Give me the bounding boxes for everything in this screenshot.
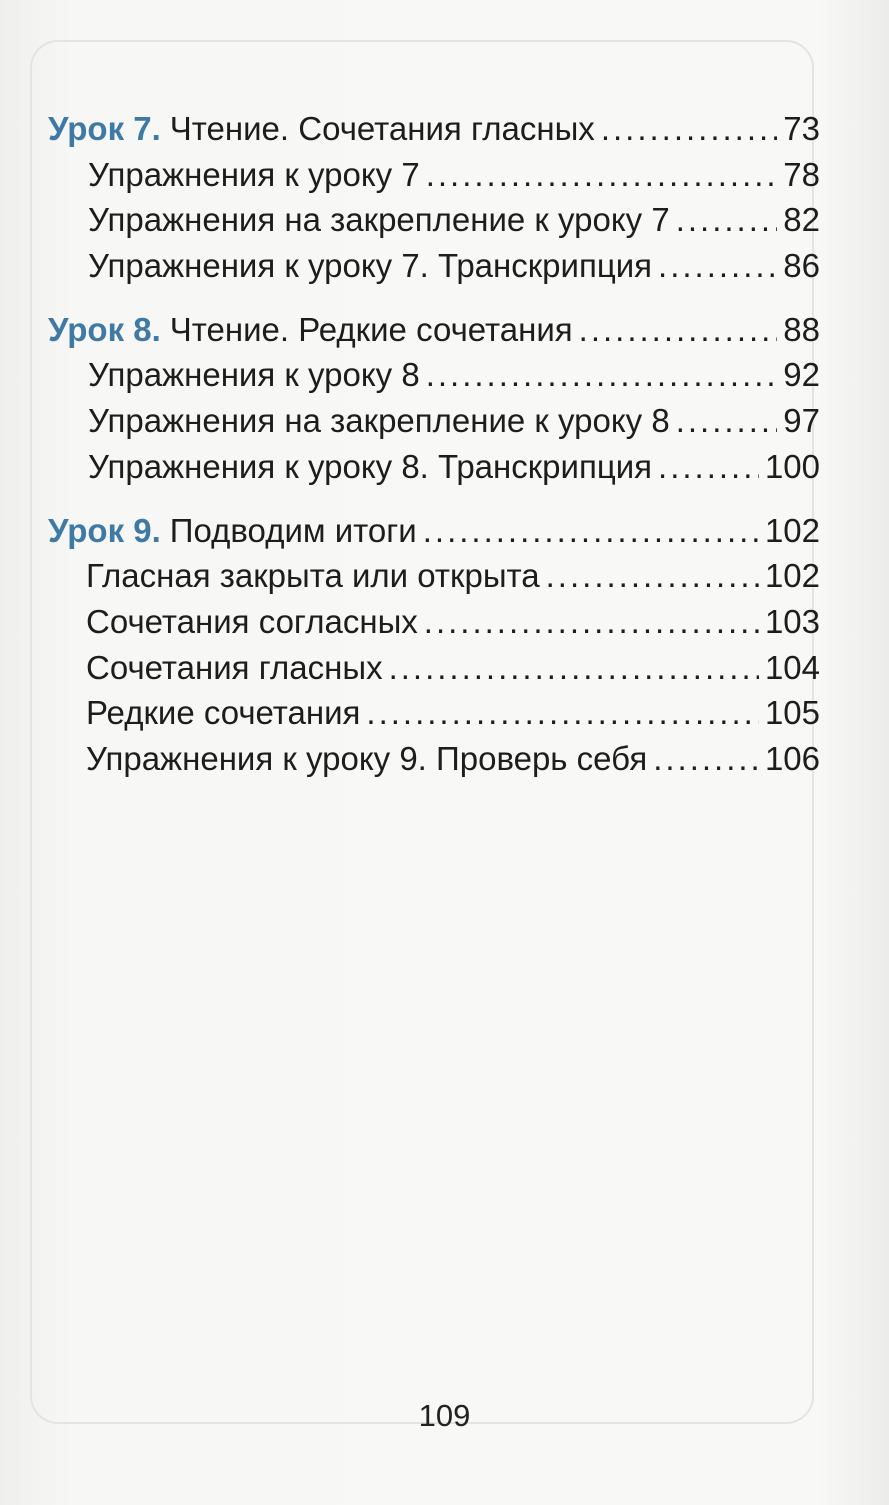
page-ref: 92 [783,356,820,394]
dot-leader [658,243,777,289]
dot-leader [426,152,778,198]
page-ref: 88 [783,310,820,348]
entry-title: Упражнения к уроку 9. Проверь себя [86,739,648,777]
page-ref: 102 [764,557,820,595]
lesson-title: Подводим итоги [169,511,417,549]
dot-leader [579,307,778,353]
dot-leader [366,690,759,736]
page-ref: 73 [783,110,820,147]
dot-leader [423,508,759,554]
entry-title: Редкие сочетания [86,694,361,732]
page-ref: 97 [783,402,820,440]
lesson-label: Урок 9. [48,511,161,549]
entry-title: Упражнения к уроку 8 [88,356,420,394]
toc-entry [48,243,820,289]
lesson-label: Урок 7. [48,110,161,147]
entry-title: Упражнения на закрепление к уроку 8 [88,402,670,440]
toc-entry [48,197,820,243]
entry-title: Гласная закрыта или открыта [86,557,540,595]
page-ref: 103 [764,602,820,640]
toc-entry [48,645,820,691]
page-ref: 82 [783,201,820,239]
dot-leader [676,197,778,243]
toc-lesson-9 [48,508,820,554]
toc-entry [48,444,820,490]
toc-entry [48,599,820,645]
dot-leader [658,444,759,490]
page-ref: 86 [783,247,820,285]
page-ref: 104 [764,648,820,686]
dot-leader [601,106,777,152]
toc-lesson-7 [48,106,820,152]
toc-entry [48,690,820,736]
entry-title: Сочетания гласных [86,648,383,686]
toc-lesson-8 [48,307,820,353]
entry-title: Упражнения к уроку 8. Транскрипция [88,447,653,485]
toc-entry [48,152,820,198]
entry-title: Упражнения к уроку 7 [88,155,420,193]
lesson-title: Чтение. Сочетания гласных [169,110,595,147]
entry-title: Сочетания согласных [86,602,418,640]
lesson-label: Урок 8. [48,310,161,348]
table-of-contents [48,106,820,782]
dot-leader [676,398,778,444]
page-ref: 78 [783,155,820,193]
page-ref: 105 [764,694,820,732]
dot-leader [424,599,759,645]
entry-title: Упражнения к уроку 7. Транскрипция [88,247,653,285]
toc-entry [48,553,820,599]
dot-leader [389,645,759,691]
toc-entry [48,352,820,398]
dot-leader [653,736,759,782]
dot-leader [426,352,778,398]
page-number: 109 [418,1398,471,1433]
page-ref: 106 [764,739,820,777]
dot-leader [546,553,759,599]
toc-entry [48,736,820,782]
entry-title: Упражнения на закрепление к уроку 7 [88,201,670,239]
toc-entry [48,398,820,444]
page-ref: 100 [764,447,820,485]
page-ref: 102 [764,511,820,549]
lesson-title: Чтение. Редкие сочетания [169,310,573,348]
